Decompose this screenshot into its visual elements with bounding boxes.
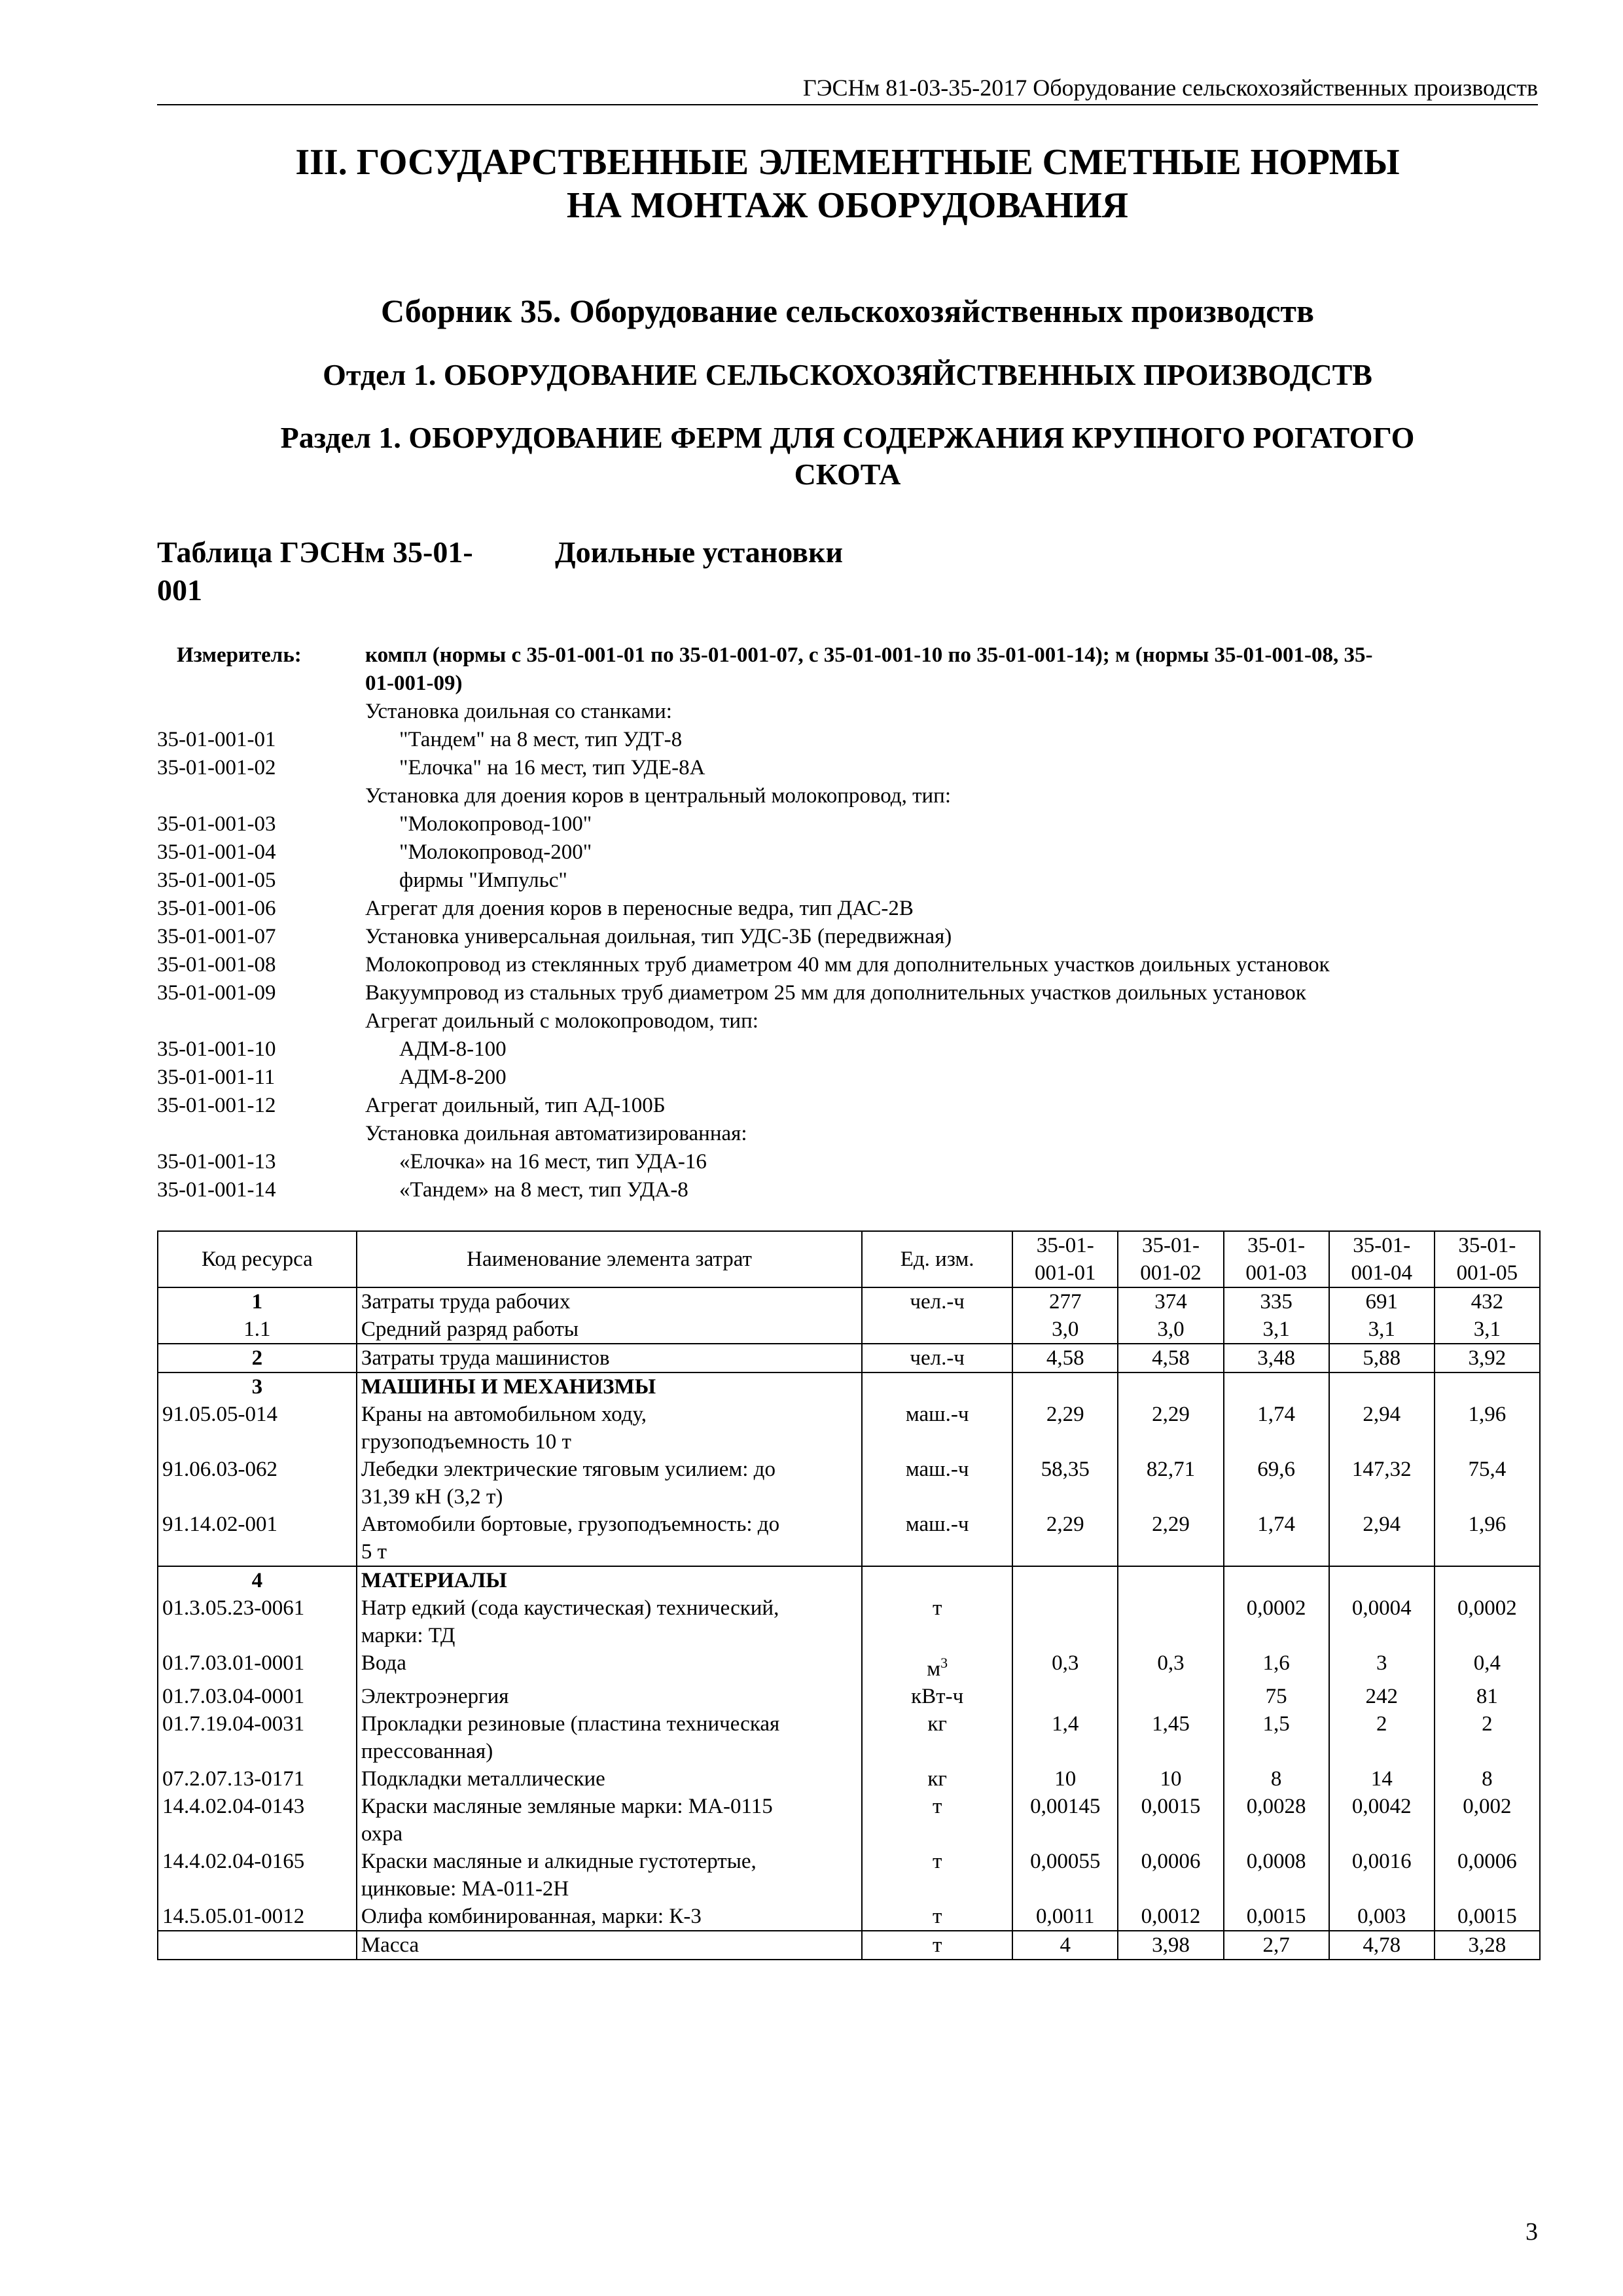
row-value: 2,94 (1329, 1511, 1435, 1566)
unit-text: м (927, 1657, 941, 1681)
row-value: 242 (1329, 1683, 1435, 1710)
meter-text-line1: компл (нормы с 35-01-001-01 по 35-01-001-07, с 35-01-001-10 по 35-01-001-14); м (нормы 35-01-001-08, 35- (365, 643, 1373, 667)
meter-block (157, 641, 1538, 698)
row-name-l2: марки: ТД (361, 1624, 455, 1647)
row-value: 3,92 (1435, 1344, 1540, 1372)
row-value: 0,0002 (1435, 1594, 1540, 1649)
row-name-l1: Натр едкий (сода каустическая) технический, (361, 1596, 779, 1620)
norm-row (157, 838, 1538, 867)
row-unit: т (862, 1793, 1012, 1848)
norm-text: «Елочка» на 16 мест, тип УДА-16 (399, 1150, 707, 1174)
empty-cell (1435, 1372, 1540, 1401)
group-mass (158, 1931, 1540, 1960)
table-row (158, 1594, 1540, 1649)
mass-row (158, 1931, 1540, 1960)
row-value: 2 (1329, 1710, 1435, 1765)
row-name-l2: охра (361, 1822, 403, 1846)
norm-row (157, 726, 1538, 754)
row-code: 1.1 (158, 1316, 357, 1344)
row-value: 3,48 (1224, 1344, 1329, 1372)
empty-cell (1435, 1566, 1540, 1594)
header-col (1224, 1231, 1329, 1287)
row-name-l1: Лебедки электрические тяговым усилием: до (361, 1458, 776, 1481)
norm-row (157, 1007, 1538, 1035)
norm-row (157, 951, 1538, 979)
norm-row (157, 895, 1538, 923)
table-row (158, 1765, 1540, 1793)
row-value: 0,0015 (1435, 1903, 1540, 1931)
row-value: 335 (1224, 1287, 1329, 1316)
row-value: 0,0006 (1435, 1848, 1540, 1903)
row-value: 3,0 (1118, 1316, 1223, 1344)
row-value (1012, 1683, 1118, 1710)
row-value: 5,88 (1329, 1344, 1435, 1372)
table-code-line1: Таблица ГЭСНм 35-01- (157, 535, 473, 569)
mass-value: 2,7 (1224, 1931, 1329, 1960)
row-value: 3,1 (1435, 1316, 1540, 1344)
table-name: Доильные установки (555, 535, 843, 569)
table-row (158, 1683, 1540, 1710)
row-name (357, 1401, 862, 1456)
row-unit: т (862, 1848, 1012, 1903)
norm-code (157, 1120, 365, 1148)
norm-row (157, 1064, 1538, 1092)
norm-code: 35-01-001-05 (157, 869, 276, 892)
norm-text: "Тандем" на 8 мест, тип УДТ-8 (399, 728, 683, 751)
row-name: Вода (357, 1649, 862, 1683)
row-value: 69,6 (1224, 1456, 1329, 1511)
norm-text: Установка для доения коров в центральный молокопровод, тип: (365, 784, 952, 808)
row-unit: т (862, 1594, 1012, 1649)
norm-text: "Молокопровод-100" (399, 812, 592, 836)
row-value: 8 (1224, 1765, 1329, 1793)
row-value: 2,29 (1012, 1401, 1118, 1456)
header-col-l2: 001-04 (1351, 1261, 1413, 1285)
row-name-l2: 5 т (361, 1540, 387, 1564)
row-value: 1,6 (1224, 1649, 1329, 1683)
row-code: 01.3.05.23-0061 (158, 1594, 357, 1649)
row-name: Средний разряд работы (357, 1316, 862, 1344)
row-value: 14 (1329, 1765, 1435, 1793)
table-row (158, 1848, 1540, 1903)
empty-cell (1118, 1566, 1223, 1594)
row-value: 75,4 (1435, 1456, 1540, 1511)
row-value: 0,0028 (1224, 1793, 1329, 1848)
meter-text-line2: 01-001-09) (365, 672, 463, 695)
norm-row (157, 1120, 1538, 1148)
row-value: 1,74 (1224, 1401, 1329, 1456)
row-value: 3 (1329, 1649, 1435, 1683)
row-name: Затраты труда рабочих (357, 1287, 862, 1316)
group-title: МАШИНЫ И МЕХАНИЗМЫ (357, 1372, 862, 1401)
row-name-l1: Краски масляные и алкидные густотертые, (361, 1850, 757, 1873)
row-value: 0,003 (1329, 1903, 1435, 1931)
norm-row (157, 698, 1538, 726)
row-code: 14.5.05.01-0012 (158, 1903, 357, 1931)
norm-text: АДМ-8-200 (399, 1066, 507, 1089)
empty-cell (1329, 1566, 1435, 1594)
row-code: 91.14.02-001 (158, 1511, 357, 1566)
norm-text: "Молокопровод-200" (399, 840, 592, 864)
norm-code (157, 698, 365, 726)
norm-text: Установка универсальная доильная, тип УДС-3Б (передвижная) (365, 925, 952, 948)
row-value: 0,0042 (1329, 1793, 1435, 1848)
norm-code (157, 1007, 365, 1035)
row-unit (862, 1316, 1012, 1344)
row-value: 1,5 (1224, 1710, 1329, 1765)
row-value: 0,3 (1012, 1649, 1118, 1683)
row-unit: чел.-ч (862, 1287, 1012, 1316)
row-code: 2 (158, 1344, 357, 1372)
group-title: МАТЕРИАЛЫ (357, 1566, 862, 1594)
row-value: 10 (1118, 1765, 1223, 1793)
row-name-l1: Автомобили бортовые, грузоподъемность: до (361, 1513, 780, 1536)
row-name-l1: Краски масляные земляные марки: МА-0115 (361, 1795, 773, 1818)
row-value: 0,0015 (1118, 1793, 1223, 1848)
row-code: 01.7.19.04-0031 (158, 1710, 357, 1765)
table-title (157, 533, 1538, 609)
group-materials (158, 1566, 1540, 1931)
row-value: 0,0011 (1012, 1903, 1118, 1931)
table-row (158, 1903, 1540, 1931)
row-value: 0,00145 (1012, 1793, 1118, 1848)
norm-code: 35-01-001-14 (157, 1178, 276, 1202)
row-code: 01.7.03.04-0001 (158, 1683, 357, 1710)
row-value: 3,0 (1012, 1316, 1118, 1344)
empty-cell (1012, 1372, 1118, 1401)
row-value: 1,96 (1435, 1511, 1540, 1566)
row-value: 277 (1012, 1287, 1118, 1316)
row-value: 147,32 (1329, 1456, 1435, 1511)
norm-code: 35-01-001-10 (157, 1037, 276, 1061)
norm-code: 35-01-001-13 (157, 1150, 276, 1174)
group-title-row (158, 1566, 1540, 1594)
header-col (1435, 1231, 1540, 1287)
header-col-l2: 001-05 (1456, 1261, 1518, 1285)
header-col-l1: 35-01- (1247, 1234, 1306, 1257)
header-name: Наименование элемента затрат (357, 1231, 862, 1287)
norm-row (157, 754, 1538, 782)
norm-text: Вакуумпровод из стальных труб диаметром 25 мм для дополнительных участков доильных установок (365, 981, 1306, 1005)
row-value: 0,0016 (1329, 1848, 1435, 1903)
row-value: 0,0002 (1224, 1594, 1329, 1649)
norm-row (157, 979, 1538, 1007)
row-value: 75 (1224, 1683, 1329, 1710)
row-value: 0,0004 (1329, 1594, 1435, 1649)
row-name: Электроэнергия (357, 1683, 862, 1710)
row-value (1118, 1594, 1223, 1649)
norm-code: 35-01-001-06 (157, 897, 276, 920)
table-code-line2: 001 (157, 573, 202, 607)
part-title-line2: НА МОНТАЖ ОБОРУДОВАНИЯ (566, 185, 1129, 226)
row-unit: маш.-ч (862, 1511, 1012, 1566)
row-code: 91.05.05-014 (158, 1401, 357, 1456)
row-code: 14.4.02.04-0165 (158, 1848, 357, 1903)
table-row (158, 1344, 1540, 1372)
row-name (357, 1511, 862, 1566)
mass-unit: т (862, 1931, 1012, 1960)
mass-value: 3,98 (1118, 1931, 1223, 1960)
row-value: 81 (1435, 1683, 1540, 1710)
row-value: 10 (1012, 1765, 1118, 1793)
header-unit: Ед. изм. (862, 1231, 1012, 1287)
row-value: 3,1 (1329, 1316, 1435, 1344)
mass-name: Масса (357, 1931, 862, 1960)
norm-row (157, 1176, 1538, 1204)
meter-label: Измеритель: (177, 643, 302, 667)
norm-code: 35-01-001-01 (157, 728, 276, 751)
row-value: 374 (1118, 1287, 1223, 1316)
part-title-line1: III. ГОСУДАРСТВЕННЫЕ ЭЛЕМЕНТНЫЕ СМЕТНЫЕ НОРМЫ (295, 142, 1400, 183)
row-code: 07.2.07.13-0171 (158, 1765, 357, 1793)
norm-text: "Елочка" на 16 мест, тип УДЕ-8А (399, 756, 705, 780)
row-value: 0,0015 (1224, 1903, 1329, 1931)
row-unit: кВт-ч (862, 1683, 1012, 1710)
row-name-l1: Прокладки резиновые (пластина техническая (361, 1712, 780, 1736)
row-name-l1: Краны на автомобильном ходу, (361, 1403, 647, 1426)
collection-title: Сборник 35. Оборудование сельскохозяйственных производств (381, 293, 1314, 329)
group-labor (158, 1287, 1540, 1344)
empty-cell (1012, 1566, 1118, 1594)
department-title: Отдел 1. ОБОРУДОВАНИЕ СЕЛЬСКОХОЗЯЙСТВЕННЫХ ПРОИЗВОДСТВ (323, 358, 1372, 391)
row-value: 1,74 (1224, 1511, 1329, 1566)
norm-text: Агрегат доильный, тип АД-100Б (365, 1094, 666, 1117)
page-number: 3 (1525, 2218, 1538, 2246)
title-block (157, 141, 1538, 493)
norm-code: 35-01-001-04 (157, 840, 276, 864)
row-value: 82,71 (1118, 1456, 1223, 1511)
header-col-l1: 35-01- (1458, 1234, 1516, 1257)
row-value: 1,4 (1012, 1710, 1118, 1765)
norm-code: 35-01-001-08 (157, 953, 276, 977)
row-name: Затраты труда машинистов (357, 1344, 862, 1372)
mass-value: 4 (1012, 1931, 1118, 1960)
table-row (158, 1710, 1540, 1765)
header-col-l1: 35-01- (1036, 1234, 1094, 1257)
row-unit (862, 1649, 1012, 1683)
section-title-line1: Раздел 1. ОБОРУДОВАНИЕ ФЕРМ ДЛЯ СОДЕРЖАНИЯ КРУПНОГО РОГАТОГО (280, 421, 1415, 454)
header-code: Код ресурса (158, 1231, 357, 1287)
row-name-l2: грузоподъемность 10 т (361, 1430, 571, 1454)
header-col (1329, 1231, 1435, 1287)
norm-row (157, 867, 1538, 895)
row-code: 14.4.02.04-0143 (158, 1793, 357, 1848)
row-value: 0,00055 (1012, 1848, 1118, 1903)
row-name-l2: прессованная) (361, 1740, 493, 1763)
row-value (1012, 1594, 1118, 1649)
row-name (357, 1848, 862, 1903)
header-col (1118, 1231, 1223, 1287)
row-name: Подкладки металлические (357, 1765, 862, 1793)
row-value: 2,29 (1012, 1511, 1118, 1566)
empty-cell (862, 1566, 1012, 1594)
row-value: 4,58 (1012, 1344, 1118, 1372)
norm-code: 35-01-001-09 (157, 981, 276, 1005)
row-name-l2: 31,39 кН (3,2 т) (361, 1485, 503, 1509)
row-value: 0,0006 (1118, 1848, 1223, 1903)
row-code: 01.7.03.01-0001 (158, 1649, 357, 1683)
norm-code: 35-01-001-12 (157, 1094, 276, 1117)
row-value: 1,96 (1435, 1401, 1540, 1456)
row-value: 0,3 (1118, 1649, 1223, 1683)
row-unit: маш.-ч (862, 1401, 1012, 1456)
group-machines (158, 1372, 1540, 1566)
row-value: 58,35 (1012, 1456, 1118, 1511)
norm-row (157, 923, 1538, 951)
empty-cell (1118, 1372, 1223, 1401)
empty-cell (1224, 1372, 1329, 1401)
header-col-l2: 001-01 (1035, 1261, 1096, 1285)
row-value: 2,29 (1118, 1511, 1223, 1566)
row-name (357, 1710, 862, 1765)
unit-superscript: 3 (940, 1655, 948, 1671)
header-col-l2: 001-03 (1245, 1261, 1307, 1285)
row-value: 432 (1435, 1287, 1540, 1316)
group-title-row (158, 1372, 1540, 1401)
table-row (158, 1511, 1540, 1566)
header-col (1012, 1231, 1118, 1287)
group-operators (158, 1344, 1540, 1372)
norm-text: фирмы "Импульс" (399, 869, 567, 892)
meter-text (365, 641, 1538, 698)
row-value: 0,0012 (1118, 1903, 1223, 1931)
row-code: 1 (158, 1287, 357, 1316)
norm-text: Молокопровод из стеклянных труб диаметром 40 мм для дополнительных участков доильных установок (365, 953, 1330, 977)
section-title-line2: СКОТА (794, 457, 901, 491)
running-header: ГЭСНм 81-03-35-2017 Оборудование сельскохозяйственных производств (157, 73, 1538, 105)
table-row (158, 1456, 1540, 1511)
row-value: 0,4 (1435, 1649, 1540, 1683)
norm-text: Установка доильная со станками: (365, 700, 672, 723)
norm-text: «Тандем» на 8 мест, тип УДА-8 (399, 1178, 688, 1202)
norm-row (157, 810, 1538, 838)
row-value: 2,29 (1118, 1401, 1223, 1456)
row-value: 691 (1329, 1287, 1435, 1316)
norm-text: АДМ-8-100 (399, 1037, 507, 1061)
norm-text: Агрегат доильный с молокопроводом, тип: (365, 1009, 758, 1033)
header-col-l1: 35-01- (1142, 1234, 1200, 1257)
mass-value: 4,78 (1329, 1931, 1435, 1960)
row-unit: кг (862, 1710, 1012, 1765)
table-row (158, 1793, 1540, 1848)
norm-text: Установка доильная автоматизированная: (365, 1122, 747, 1145)
row-name (357, 1793, 862, 1848)
row-value: 2,94 (1329, 1401, 1435, 1456)
norm-row (157, 1092, 1538, 1120)
empty-cell (1224, 1566, 1329, 1594)
table-row (158, 1401, 1540, 1456)
table-row (158, 1287, 1540, 1316)
row-unit: т (862, 1903, 1012, 1931)
row-name (357, 1456, 862, 1511)
row-code: 91.06.03-062 (158, 1456, 357, 1511)
row-value: 8 (1435, 1765, 1540, 1793)
norm-code: 35-01-001-11 (157, 1066, 276, 1089)
resource-table (157, 1230, 1541, 1960)
norms-list (157, 698, 1538, 1204)
table-row (158, 1316, 1540, 1344)
row-value: 2 (1435, 1710, 1540, 1765)
empty-cell (862, 1372, 1012, 1401)
norm-code: 35-01-001-07 (157, 925, 276, 948)
row-value: 0,002 (1435, 1793, 1540, 1848)
norm-code: 35-01-001-03 (157, 812, 276, 836)
norm-row (157, 782, 1538, 810)
row-unit: кг (862, 1765, 1012, 1793)
group-code: 4 (158, 1566, 357, 1594)
norm-code: 35-01-001-02 (157, 756, 276, 780)
empty-cell (1329, 1372, 1435, 1401)
row-name-l2: цинковые: МА-011-2Н (361, 1877, 569, 1901)
row-name: Олифа комбинированная, марки: К-3 (357, 1903, 862, 1931)
row-value: 3,1 (1224, 1316, 1329, 1344)
table-header-row (158, 1231, 1540, 1287)
norm-code (157, 782, 365, 810)
header-col-l1: 35-01- (1353, 1234, 1411, 1257)
norm-row (157, 1148, 1538, 1176)
row-value (1118, 1683, 1223, 1710)
norm-text: Агрегат для доения коров в переносные ведра, тип ДАС-2В (365, 897, 914, 920)
mass-value: 3,28 (1435, 1931, 1540, 1960)
group-code: 3 (158, 1372, 357, 1401)
header-col-l2: 001-02 (1140, 1261, 1202, 1285)
row-name (357, 1594, 862, 1649)
norm-row (157, 1035, 1538, 1064)
table-row (158, 1649, 1540, 1683)
empty-cell (158, 1931, 357, 1960)
row-value: 1,45 (1118, 1710, 1223, 1765)
row-unit: маш.-ч (862, 1456, 1012, 1511)
row-value: 4,58 (1118, 1344, 1223, 1372)
row-unit: чел.-ч (862, 1344, 1012, 1372)
row-value: 0,0008 (1224, 1848, 1329, 1903)
